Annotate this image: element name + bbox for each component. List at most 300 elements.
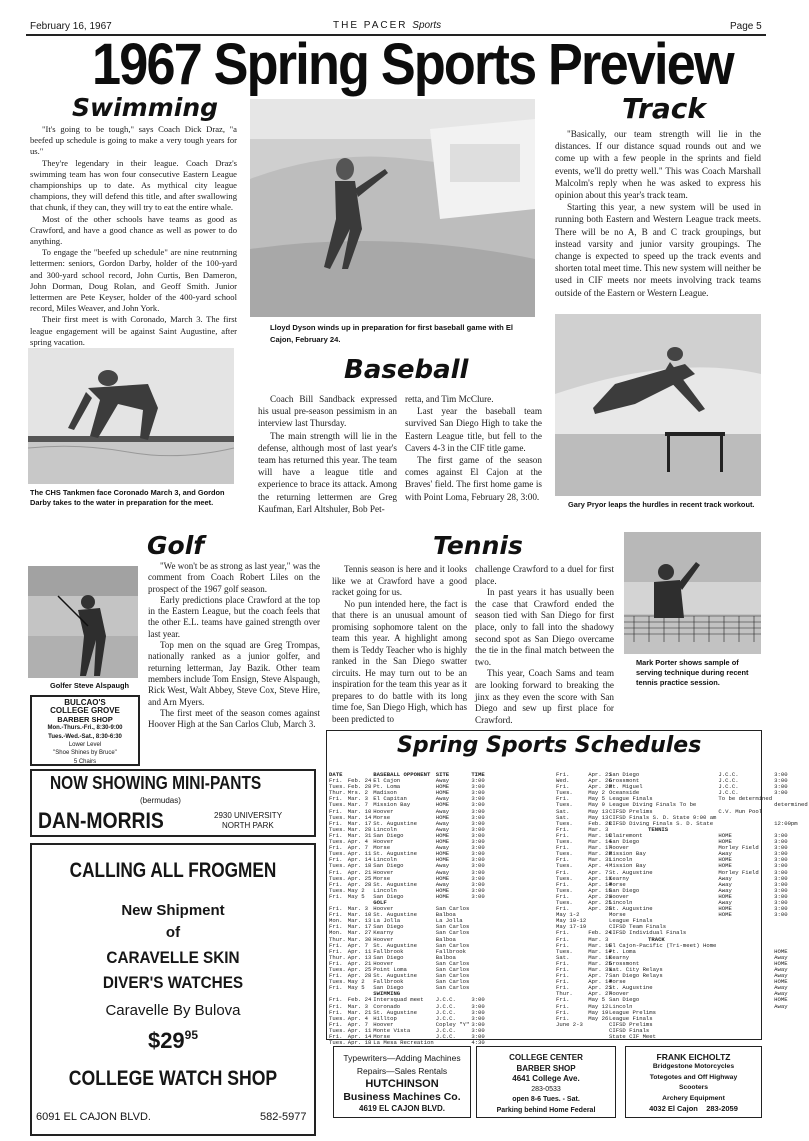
dan-morris-name: DAN-MORRIS	[38, 808, 164, 833]
schedule-cell: May 10-12	[556, 917, 587, 925]
schedule-cell: Fri.	[329, 856, 343, 864]
schedule-cell: Apr. 11	[347, 850, 372, 858]
schedule-cell: Apr. 11	[588, 874, 612, 882]
schedule-cell: Away	[435, 825, 450, 833]
schedule-cell: Thur.	[329, 953, 346, 961]
schedule-cell: TRACK	[648, 935, 665, 943]
schedule-cell: Morse	[609, 978, 626, 986]
schedule-cell: HOME	[435, 813, 450, 821]
schedule-cell: Tues.	[329, 874, 346, 882]
schedule-cell: Fri.	[329, 947, 343, 955]
schedule-cell: Fri.	[329, 819, 343, 827]
schedule-cell: Balboa	[435, 911, 456, 919]
masthead-page: Page 5	[730, 21, 762, 32]
bulcao-shines: "Shoe Shines by Bruce"	[53, 750, 117, 757]
schedule-cell: Apr. 4	[588, 862, 609, 870]
schedule-cell: HOME	[774, 996, 788, 1004]
schedule-cell: 3:00	[774, 844, 788, 852]
schedule-cell: 3:00	[471, 880, 485, 888]
schedule-cell: 3:00	[471, 819, 485, 827]
schedule-cell: 3:00	[774, 868, 788, 876]
college-center-name: COLLEGE CENTER	[509, 1053, 583, 1062]
schedule-cell: Hoover	[609, 844, 630, 852]
schedule-cell: Intersquad meet	[373, 996, 424, 1004]
schedule-cell: St. Augustine	[609, 868, 653, 876]
schedule-cell	[717, 1034, 773, 1040]
college-center-hours: open 8-6 Tues. - Sat.	[512, 1096, 580, 1103]
schedule-cell: Point Loma	[373, 966, 407, 973]
schedule-cell: Feb. 24	[588, 929, 612, 937]
baseball-para-1: Coach Bill Sandback expressed his usual pre-season pessimism in an interview last Thursday.	[258, 394, 397, 429]
schedule-cell: Fri.	[329, 1008, 343, 1016]
schedule-cell: June 2-3	[556, 1020, 583, 1028]
schedule-cell: 4:30	[471, 1039, 485, 1047]
schedule-cell: Morse	[373, 813, 391, 821]
schedule-cell: Tues.	[556, 947, 573, 955]
schedule-cell: Apr. 11	[347, 947, 372, 955]
schedule-cell: HOME	[718, 892, 732, 900]
schedule-cell: May 12	[588, 1002, 609, 1010]
schedule-cell: League Diving Finals To be	[609, 801, 697, 809]
schedule-cell: 3:00	[774, 880, 788, 888]
schedule-cell: Fri.	[556, 868, 570, 876]
schedule-cell: San Diego Relays	[609, 972, 663, 980]
schedule-cell: Apr. 27	[588, 990, 612, 998]
schedule-cell: Tues.	[556, 819, 573, 827]
schedule-cell: 3:00	[471, 1002, 485, 1010]
schedule-cell: Fallbrook	[373, 947, 404, 955]
schedules-head: Spring Sports Schedules	[397, 733, 702, 758]
frogmen-caravelle: CARAVELLE SKIN	[106, 948, 240, 967]
schedule-cell: Mar. 3	[347, 905, 368, 913]
schedule-cell: 3:00	[774, 856, 788, 864]
hutchinson-ad	[333, 1046, 471, 1118]
schedule-cell: CIFSD Finals	[609, 1026, 650, 1034]
schedule-cell: La Mesa Recreation	[373, 1039, 434, 1047]
schedule-cell: Fri.	[556, 892, 570, 900]
tennis-para-3: challenge Crawford to a duel for first place.	[475, 564, 614, 586]
schedule-cell: Away	[774, 966, 788, 973]
schedule-cell: Thur.	[329, 935, 346, 943]
schedule-cell: HOME	[435, 838, 450, 846]
schedule-cell: Grossmont	[609, 959, 640, 967]
schedule-cell: Clairemont	[609, 831, 643, 839]
tennis-photo	[624, 532, 761, 654]
frogmen-headline: CALLING ALL FROGMEN	[69, 859, 277, 882]
schedule-cell: Sat.	[556, 953, 570, 961]
schedule-cell: HOME	[435, 886, 450, 894]
schedule-cell: La Jolla	[373, 917, 401, 925]
bulcao-hours-1: Mon.-Thurs.-Fri., 8:30-9:00	[47, 725, 123, 732]
schedule-cell: 3:00	[471, 886, 485, 894]
schedule-cell: Fri.	[329, 984, 343, 992]
schedule-cell: Lincoln	[609, 856, 633, 864]
baseball-col-2	[405, 393, 542, 503]
schedule-header-time: TIME	[471, 771, 485, 778]
schedule-cell: 3:00	[774, 892, 788, 900]
college-center-type: BARBER SHOP	[516, 1063, 576, 1073]
schedule-cell: Fri.	[556, 929, 570, 937]
schedule-cell: Away	[718, 880, 732, 888]
tennis-head: Tennis	[433, 531, 523, 560]
baseball-photo-caption: Lloyd Dyson winds up in preparation for first baseball game with El Cajon, February 24.	[270, 323, 514, 344]
schedule-cell: Lincoln	[373, 856, 397, 864]
swimming-caption: The CHS Tankmen face Coronado March 3, and Gordon Darby takes to the water in preparation for the meet.	[30, 488, 225, 507]
schedule-row	[608, 1034, 809, 1040]
schedule-cell: Tues.	[556, 801, 573, 809]
schedule-cell: Feb. 24	[347, 996, 372, 1004]
schedule-cell: HOME	[718, 838, 732, 846]
schedule-header-date: DATE	[329, 771, 343, 778]
schedule-cell: CIFSD Team Finals	[609, 923, 667, 931]
swimming-para-4: To engage the "beefed up schedule" are nine reutnrning lettermen: seniors, Gordon Darby, holder of the 100-yard and 300-yard school record, John Curtis, Ben Dameron, John Dorman, Doug Rolan, and Geoff Smith. Junior lettermen are Pete Keyser, holder of the 400-yard school record, Miles Weaver, and John York.	[30, 247, 237, 314]
dan-morris-sub: (bermudas)	[140, 796, 181, 805]
schedule-cell: Away	[718, 898, 732, 906]
schedule-cell: TENNIS	[648, 825, 669, 833]
schedule-cell: Morse	[373, 844, 391, 852]
schedule-cell: 3:00	[774, 789, 788, 797]
schedule-cell: Grossmont	[609, 777, 640, 785]
schedule-cell: To be determined	[718, 795, 773, 803]
paper-name: THE PACER	[333, 20, 408, 31]
schedule-cell: 3:00	[471, 874, 485, 882]
baseball-col-1	[258, 393, 397, 515]
schedule-cell: Tues.	[329, 825, 346, 833]
golf-article	[148, 561, 320, 730]
schedule-cell: Mrs. 2	[347, 789, 368, 797]
schedule-cell: Tues.	[329, 978, 346, 986]
schedule-cell: Coronado	[373, 1002, 401, 1010]
schedule-cell: Fri.	[329, 1002, 343, 1010]
dan-morris-headline: NOW SHOWING MINI-PANTS	[50, 773, 262, 793]
schedule-cell: Apr. 11	[347, 1026, 372, 1034]
schedule-cell: Thur.	[329, 789, 346, 797]
schedule-cell: Apr. 25	[347, 874, 372, 882]
schedule-cell: St. Augustine	[373, 972, 417, 980]
schedule-cell: Apr. 18	[347, 862, 372, 870]
hutchinson-line-1: Typewriters—Adding Machines	[343, 1053, 461, 1063]
schedule-cell: Tues.	[329, 1026, 346, 1034]
schedule-cell: Apr. 28	[588, 905, 612, 913]
schedule-cell: Fri.	[556, 984, 570, 992]
schedule-cell: Monte Vista	[373, 1026, 411, 1034]
schedule-cell: HOME	[435, 789, 450, 797]
schedule-cell: 3:00	[774, 831, 788, 839]
schedule-cell: Morley Field	[718, 868, 759, 876]
schedule-cell: Fri.	[556, 941, 570, 949]
schedule-cell: Tues.	[556, 838, 573, 846]
schedule-cell: Hoover	[609, 892, 630, 900]
schedule-cell: Mar. 3	[347, 795, 368, 803]
schedule-cell: San Carlos	[435, 941, 470, 949]
eicholtz-totegotes: Totegotes and Off Highway	[649, 1073, 738, 1081]
schedule-cell: Tues.	[329, 1014, 346, 1022]
eicholtz-archery: Archery Equipment	[662, 1094, 725, 1102]
schedule-cell: HOME	[435, 850, 450, 858]
golf-para-3: Top men on the squad are Greg Trompas, nationally ranked as a junior golfer, and returning letterman, Jay Bazik. Other team members include Tom Ensign, Steve Alspaugh, Rick West, Walt Abbey, Steve Cox, Steve Hire, and Arn Myers.	[148, 640, 320, 707]
schedule-cell: Fri.	[556, 825, 570, 833]
schedule-cell: Mission Bay	[609, 862, 646, 870]
schedule-cell: Apr. 21	[588, 771, 612, 778]
schedule-cell: League Finals	[609, 917, 653, 925]
tennis-col-2	[475, 564, 614, 726]
frogmen-address: 6091 EL CAJON BLVD.	[36, 1111, 151, 1123]
baseball-para-2: The main strength will lie in the defense, although most of last year's team has returned this year. The team will have a league title and experience to brace its attack. Among the returning lettermen are Greg Kaufman, Earl Altshuler, Bob Pet-	[258, 430, 397, 514]
schedule-cell: Tues.	[329, 966, 346, 973]
schedule-cell: 3:00	[471, 996, 485, 1004]
schedule-cell: Mission Bay	[373, 801, 411, 809]
schedule-cell: Mar. 10	[347, 807, 372, 815]
masthead-paper	[333, 20, 441, 31]
swimming-photo	[28, 348, 234, 484]
schedule-cell: 3:00	[774, 783, 788, 791]
schedule-cell: HOME	[435, 892, 450, 900]
schedule-cell: Fri.	[329, 868, 343, 876]
schedule-cell: Copley "Y"	[435, 1020, 470, 1028]
schedule-cell: Away	[435, 880, 450, 888]
schedule-cell: Apr. 7	[347, 941, 368, 949]
swimming-article	[30, 124, 237, 348]
golf-para-1: "We won't be as strong as last year," was the comment from Coach Robert Liles on the prospect of the 1967 golf season.	[148, 561, 320, 594]
schedule-cell: Mar. 14	[588, 838, 612, 846]
schedule-cell: Apr. 14	[347, 856, 372, 864]
schedule-cell: Apr. 7	[347, 1020, 368, 1028]
schedule-cell: Apr. 28	[588, 783, 612, 791]
schedule-cell: May 13	[588, 813, 609, 821]
dan-morris-area: NORTH PARK	[222, 821, 274, 830]
schedule-cell: J.C.C.	[435, 1008, 456, 1016]
schedule-cell: Away	[435, 777, 450, 785]
schedule-cell: Tues.	[329, 838, 346, 846]
schedule-cell: Mar. 30	[347, 935, 372, 943]
schedule-cell: Fri.	[329, 1033, 343, 1041]
schedule-cell: 3:00	[471, 1020, 485, 1028]
schedule-cell: Apr. 4	[347, 1014, 368, 1022]
schedule-cell: Tues.	[329, 850, 346, 858]
dan-morris-address: 2930 UNIVERSITY	[214, 811, 283, 820]
schedule-cell: Fri.	[556, 1002, 570, 1010]
schedule-cell: Feb. 28	[588, 819, 612, 827]
schedule-cell: Apr. 21	[588, 984, 612, 992]
schedule-cell: May 13	[588, 807, 609, 815]
bulcao-level: Lower Level	[68, 742, 102, 749]
schedule-cell: Fri.	[329, 911, 343, 919]
schedule-cell: Mar. 25	[588, 959, 612, 967]
schedule-cell: St. Augustine	[373, 941, 417, 949]
baseball-para-4: Last year the baseball team survived San Diego High to take the Eastern League title, but fell to the Cavers 4-3 in the CIF title game.	[405, 406, 542, 453]
schedule-cell: Mar. 28	[588, 850, 612, 858]
eicholtz-address: 4032 El Cajon	[649, 1104, 698, 1114]
schedule-cell: Apr. 14	[588, 978, 612, 986]
schedule-cell: Hoover	[373, 905, 394, 913]
schedule-cell: Apr. 18	[347, 1039, 372, 1047]
schedule-cell: May 5	[588, 795, 606, 803]
schedule-cell: St. Augustine	[609, 905, 653, 913]
bulcao-type: BARBER SHOP	[57, 714, 113, 724]
schedule-cell: Morse	[609, 911, 626, 919]
schedule-cell: Fri.	[556, 959, 570, 967]
schedule-cell: May 5	[588, 996, 606, 1004]
schedule-cell: Fri.	[329, 795, 343, 803]
schedule-cell: Mar. 3	[347, 1002, 368, 1010]
golf-photo	[28, 566, 138, 678]
schedule-cell: St. Augustine	[373, 1008, 417, 1016]
schedule-cell: Mar. 14	[588, 947, 612, 955]
schedule-cell: San Diego	[609, 838, 640, 846]
schedule-cell: El Cajon-Pacific (Tri-meet) Home	[609, 941, 717, 949]
frogmen-phone: 582-5977	[260, 1111, 307, 1123]
schedule-cell: HOME	[435, 856, 450, 864]
schedule-cell: Fri.	[329, 972, 343, 980]
schedule-cell: San Diego	[609, 886, 640, 894]
schedule-cell: Mar. 18	[588, 953, 612, 961]
schedule-cell: Mar. 7	[347, 801, 368, 809]
frogmen-ad	[30, 843, 316, 1136]
schedule-cell: Tues.	[556, 898, 573, 906]
schedule-cell: Apr. 7	[347, 844, 368, 852]
schedule-cell: 3:00	[774, 838, 788, 846]
schedule-cell: Mar. 10	[347, 911, 372, 919]
schedule-cell: 3:00	[774, 905, 788, 913]
schedule-cell: Fri.	[556, 996, 570, 1004]
schedule-cell: 3:00	[471, 1014, 485, 1022]
track-article	[555, 128, 761, 299]
schedule-cell: San Carlos	[435, 923, 470, 931]
schedule-cell: Away	[774, 984, 788, 992]
schedule-cell: Apr. 4	[347, 838, 368, 846]
schedule-cell: Away	[435, 868, 450, 876]
schedule-cell: San Diego	[609, 996, 640, 1004]
college-center-address: 4641 College Ave.	[512, 1074, 580, 1083]
schedule-cell: Away	[435, 862, 450, 870]
schedule-cell: Apr. 21	[347, 868, 372, 876]
schedule-cell: San Diego	[373, 953, 404, 961]
golf-caption: Golfer Steve Alspaugh	[50, 681, 129, 690]
schedule-cell: San Diego	[373, 831, 404, 839]
schedule-cell: May 9	[588, 801, 606, 809]
schedule-cell: Lincoln	[373, 825, 397, 833]
swimming-para-3: Most of the other schools have teams as good as Crawford, and have a good chance as well as power to do anything.	[30, 213, 237, 247]
schedule-cell: La Jolla	[435, 917, 463, 925]
schedule-cell: Tues.	[329, 801, 346, 809]
schedule-cell: Kearny	[609, 953, 630, 961]
baseball-photo	[250, 99, 535, 317]
schedule-cell: Fri.	[556, 905, 570, 913]
schedule-swimming-tennis-track-dates	[555, 772, 615, 1028]
schedule-cell: Mar. 31	[588, 856, 612, 864]
schedule-cell: J.C.C.	[718, 789, 739, 797]
track-para-1: "Basically, our team strength will lie in the distances. If our distance squad rounds out and we come up with a few people in the sprints and field events, we'll do pretty well." This was Coach Marshall Malcolm's reply when he was asked to express his opinion about this year's track team.	[555, 129, 761, 201]
tennis-col-1	[332, 564, 467, 725]
schedule-cell: 3:00	[471, 825, 485, 833]
schedule-cell: May 5	[347, 984, 365, 992]
schedule-cell: Mar. 14	[347, 813, 372, 821]
track-head: Track	[622, 92, 706, 125]
schedule-cell: 3:00	[471, 795, 485, 803]
schedule-cell: Mar. 17	[347, 819, 372, 827]
schedule-cell: HOME	[774, 959, 788, 967]
schedule-cell: San Carlos	[435, 972, 470, 980]
schedule-cell: Fri.	[329, 1020, 343, 1028]
schedule-cell: 3:00	[471, 789, 485, 797]
schedule-cell: Apr. 7	[588, 868, 609, 876]
schedule-cell: Fri.	[556, 795, 570, 803]
swimming-head: Swimming	[72, 93, 219, 122]
bulcao-ad	[30, 695, 140, 766]
schedule-cell: Nat. City Relays	[609, 966, 663, 973]
schedule-cell: Hoover	[373, 1020, 394, 1028]
schedule-row	[555, 1022, 615, 1028]
schedule-cell: Apr. 21	[588, 892, 612, 900]
schedule-cell: El Capitan	[373, 795, 407, 803]
schedule-cell: 3:00	[471, 862, 485, 870]
schedule-cell: HOME	[718, 862, 732, 870]
schedule-cell: Away	[774, 972, 788, 980]
schedule-cell: Away	[774, 953, 788, 961]
schedule-cell: Morse	[373, 874, 391, 882]
schedule-cell: Tues.	[329, 813, 346, 821]
schedule-cell: SWIMMING	[373, 990, 401, 998]
schedule-cell: J.C.C.	[435, 1026, 456, 1034]
schedule-cell: Fri.	[329, 996, 343, 1004]
schedule-cell: HOME	[435, 801, 450, 809]
tennis-para-2: No pun intended here, the fact is that there is an unusual amount of promising sophomore talent on the team this year. A highlight among them is Teddy Teacher who is highly ranked in the San Diego swatter circuits. He may turn out to be an inspiration for the team this year as it prepares to do battle with its long time foe, San Diego High, which has been predicted to	[332, 598, 467, 724]
schedule-cell: Fri.	[556, 783, 570, 791]
schedule-cell: Tues.	[556, 874, 573, 882]
schedule-cell: San Diego	[373, 923, 404, 931]
schedule-cell: Apr. 21	[347, 959, 372, 967]
schedule-cell: San Carlos	[435, 905, 470, 913]
schedule-cell: Tues.	[329, 862, 346, 870]
schedule-cell: Thur.	[556, 990, 573, 998]
frogmen-price	[32, 1028, 314, 1054]
frogmen-bulova: Caravelle By Bulova	[105, 1002, 241, 1019]
schedule-cell: Away	[718, 886, 732, 894]
schedule-cell: San Carlos	[435, 978, 470, 986]
schedule-cell: Away	[435, 807, 450, 815]
schedule-cell: 3:00	[471, 777, 485, 785]
schedule-cell: 3:00	[471, 1026, 485, 1034]
schedule-cell: HOME	[718, 856, 732, 864]
schedule-cell: Morse	[609, 880, 626, 888]
schedule-cell: determined	[774, 801, 808, 809]
schedule-cell: May 2	[588, 789, 606, 797]
schedule-cell: 3:00	[471, 807, 485, 815]
schedule-cell: Away	[718, 850, 732, 858]
schedule-cell: San Carlos	[435, 929, 470, 937]
schedule-cell: 3:00	[471, 856, 485, 864]
swimming-para-2: They're legendary in their league. Coach Draz's swimming team has won four consecutive Eastern League championships up to date. As mythical city league champions, they will defend this title, and after swallowing that chunk, if they can, they will try to eat the entire whale.	[30, 157, 237, 213]
track-caption: Gary Pryor leaps the hurdles in recent track workout.	[568, 500, 755, 509]
schedule-cell: Away	[718, 874, 732, 882]
schedule-cell: San Diego	[373, 892, 404, 900]
schedule-cell: Apr. 7	[588, 972, 609, 980]
bulcao-chairs: 5 Chairs	[73, 758, 97, 765]
schedule-cell: 3:00	[471, 1033, 485, 1041]
schedule-cell: Kearny	[373, 929, 394, 937]
schedule-cell: CIFSD Diving Finals S. D. State	[609, 819, 714, 827]
schedule-cell: Fri.	[556, 978, 570, 986]
schedule-cell: May 19	[588, 1008, 609, 1016]
schedule-cell: HOME	[435, 831, 450, 839]
schedule-cell: Tues.	[556, 850, 573, 858]
schedule-cell: Fri.	[329, 880, 343, 888]
schedule-cell: 3:00	[774, 874, 788, 882]
schedule-cell: Apr. 28	[347, 880, 372, 888]
schedule-cell: CIFSD Individual Finals	[609, 929, 687, 937]
golf-head: Golf	[147, 531, 205, 560]
schedule-cell: Lincoln	[609, 1002, 633, 1010]
